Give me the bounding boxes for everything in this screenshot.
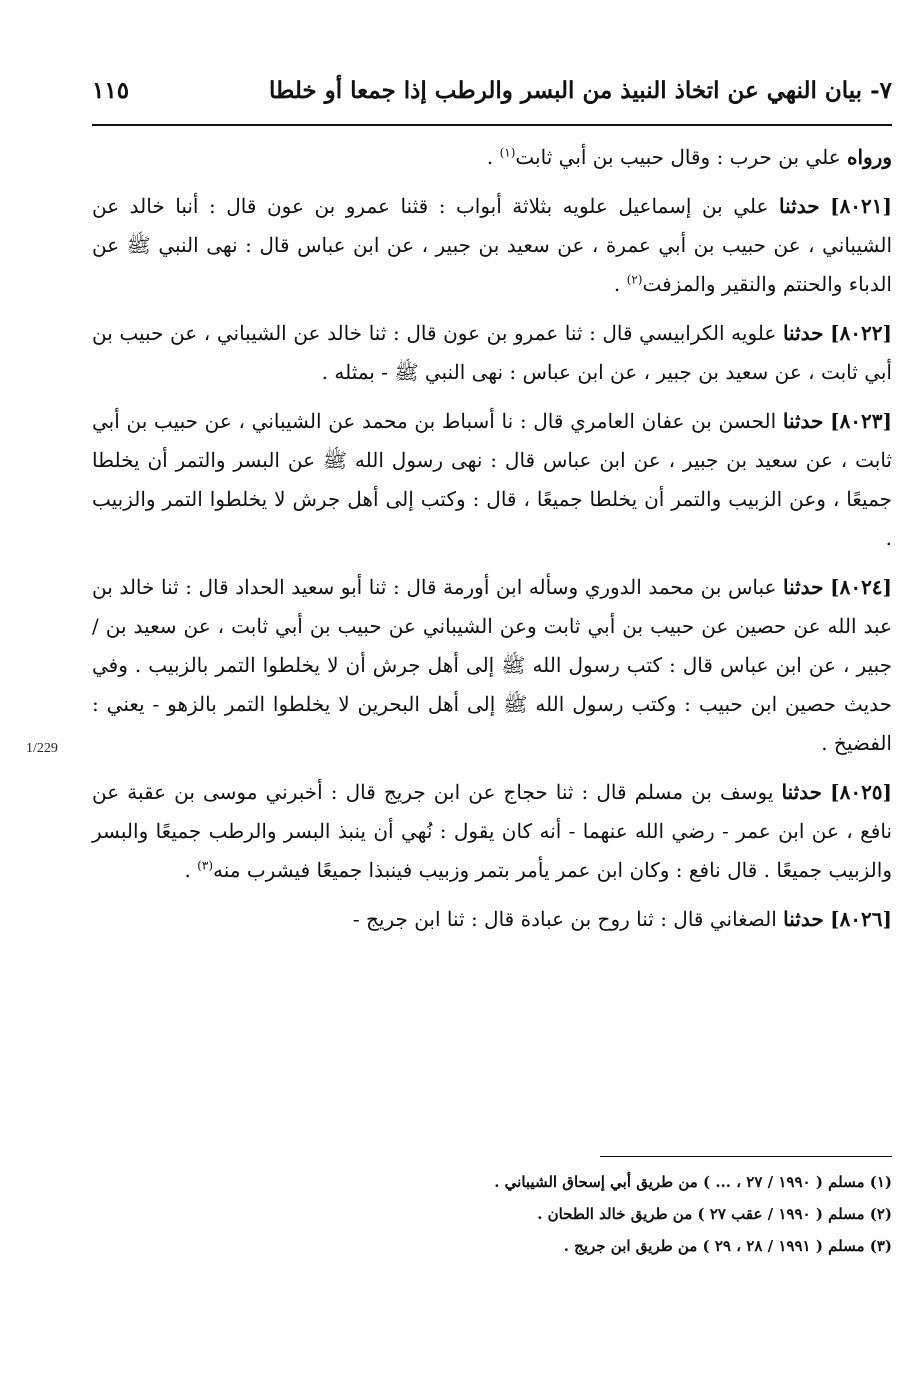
hadith-8025 <box>92 773 892 890</box>
hadith-text: علويه الكرابيسي قال : ثنا عمرو بن عون قال : ثنا خالد عن الشيباني ، عن حبيب بن أبي ثابت ، عن سعيد بن جبير ، عن ابن عباس : نهى النبي ﷺ - بمثله . <box>92 321 892 384</box>
hadith-number: [٨٠٢٤] <box>830 575 893 599</box>
main-text <box>92 138 892 949</box>
hadith-8026 <box>92 900 892 939</box>
hadith-opening: حدثنا <box>782 575 824 599</box>
chapter-title: ٧- بيان النهي عن اتخاذ النبيذ من البسر والرطب إذا جمعا أو خلطا <box>268 76 892 104</box>
hadith-number: [٨٠٢١] <box>830 194 892 218</box>
hadith-number: [٨٠٢٥] <box>830 780 893 804</box>
hadith-number: [٨٠٢٢] <box>830 321 892 345</box>
hadith-number: [٨٠٢٦] <box>830 907 892 931</box>
paragraph-end: . <box>486 145 500 169</box>
hadith-8021 <box>92 187 892 304</box>
hadith-opening: حدثنا <box>779 194 820 218</box>
hadith-opening: حدثنا <box>781 780 823 804</box>
paragraph-end: . <box>184 858 198 882</box>
hadith-text: عباس بن محمد الدوري وسأله ابن أورمة قال : ثنا أبو سعيد الحداد قال : ثنا خالد بن عبد الله عن حصين عن حبيب بن أبي ثابت وعن الشيباني عن حبيب بن أبي ثابت ، عن سعيد بن / جبير ، عن ابن عباس قال : كتب رسول الله ﷺ إلى أهل جرش أن لا يخلطوا التمر بالزبيب . وفي حديث حصين ابن حبيب : وكتب رسول الله ﷺ إلى أهل البحرين لا يخلطوا التمر بالزهو - يعني : الفضيخ . <box>92 575 892 755</box>
hadith-text: الحسن بن عفان العامري قال : نا أسباط بن محمد عن الشيباني ، عن حبيب بن أبي ثابت ، عن سعيد بن جبير ، عن ابن عباس قال : نهى رسول الله ﷺ عن البسر والتمر أن يخلطا جميعًا ، وعن الزبيب والتمر أن يخلطا جميعًا ، قال : وكتب إلى أهل جرش لا يخلطوا التمر والزبيب . <box>92 409 892 550</box>
manuscript-folio-note: 1/229 <box>26 741 58 756</box>
footnote-marker[interactable]: (١) <box>499 145 516 160</box>
lead-word: ورواه <box>846 145 892 169</box>
running-head <box>92 62 892 118</box>
hadith-opening: حدثنا <box>783 907 824 931</box>
hadith-opening: حدثنا <box>782 321 824 345</box>
paragraph-text: علي بن حرب : وقال حبيب بن أبي ثابت <box>515 145 847 169</box>
hadith-text: يوسف بن مسلم قال : ثنا حجاج عن ابن جريج قال : أخبرني موسى بن عقبة عن نافع ، عن ابن عمر - رضي الله عنهما - أنه كان يقول : نُهي أن ينبذ البسر والرطب جميعًا والبسر والزبيب جميعًا . قال نافع : وكان ابن عمر يأمر بتمر وزبيب فينبذا جميعًا فيشرب منه <box>92 780 892 882</box>
paragraph-intro <box>92 138 892 177</box>
footnote-1: (١) مسلم ( ١٩٩٠ / ٢٧ ، ... ) من طريق أبي إسحاق الشيباني . <box>494 1173 892 1191</box>
hadith-text: الصغاني قال : ثنا روح بن عبادة قال : ثنا ابن جريج - <box>352 907 784 931</box>
footnote-2: (٢) مسلم ( ١٩٩٠ / عقب ٢٧ ) من طريق خالد الطحان . <box>537 1205 892 1223</box>
hadith-text: علي بن إسماعيل علويه بثلاثة أبواب : قثنا عمرو بن عون قال : أنبا خالد عن الشيباني ، عن حبيب بن أبي عمرة ، عن سعيد بن جبير ، عن ابن عباس قال : نهى النبي ﷺ عن الدباء والحنتم والنقير والمزفت <box>92 194 892 296</box>
footnote-marker[interactable]: (٢) <box>626 272 643 287</box>
hadith-8023 <box>92 402 892 558</box>
footnote-divider <box>600 1156 892 1157</box>
hadith-opening: حدثنا <box>782 409 824 433</box>
hadith-8024 <box>92 568 892 763</box>
header-divider <box>92 124 892 126</box>
hadith-8022 <box>92 314 892 392</box>
footnotes <box>92 1166 892 1262</box>
page-number: ١١٥ <box>92 76 130 104</box>
paragraph-end: . <box>613 272 627 296</box>
footnote-3: (٣) مسلم ( ١٩٩١ / ٢٨ ، ٢٩ ) من طريق ابن جريج . <box>563 1237 892 1255</box>
footnote-marker[interactable]: (٣) <box>197 858 213 873</box>
hadith-number: [٨٠٢٣] <box>830 409 892 433</box>
